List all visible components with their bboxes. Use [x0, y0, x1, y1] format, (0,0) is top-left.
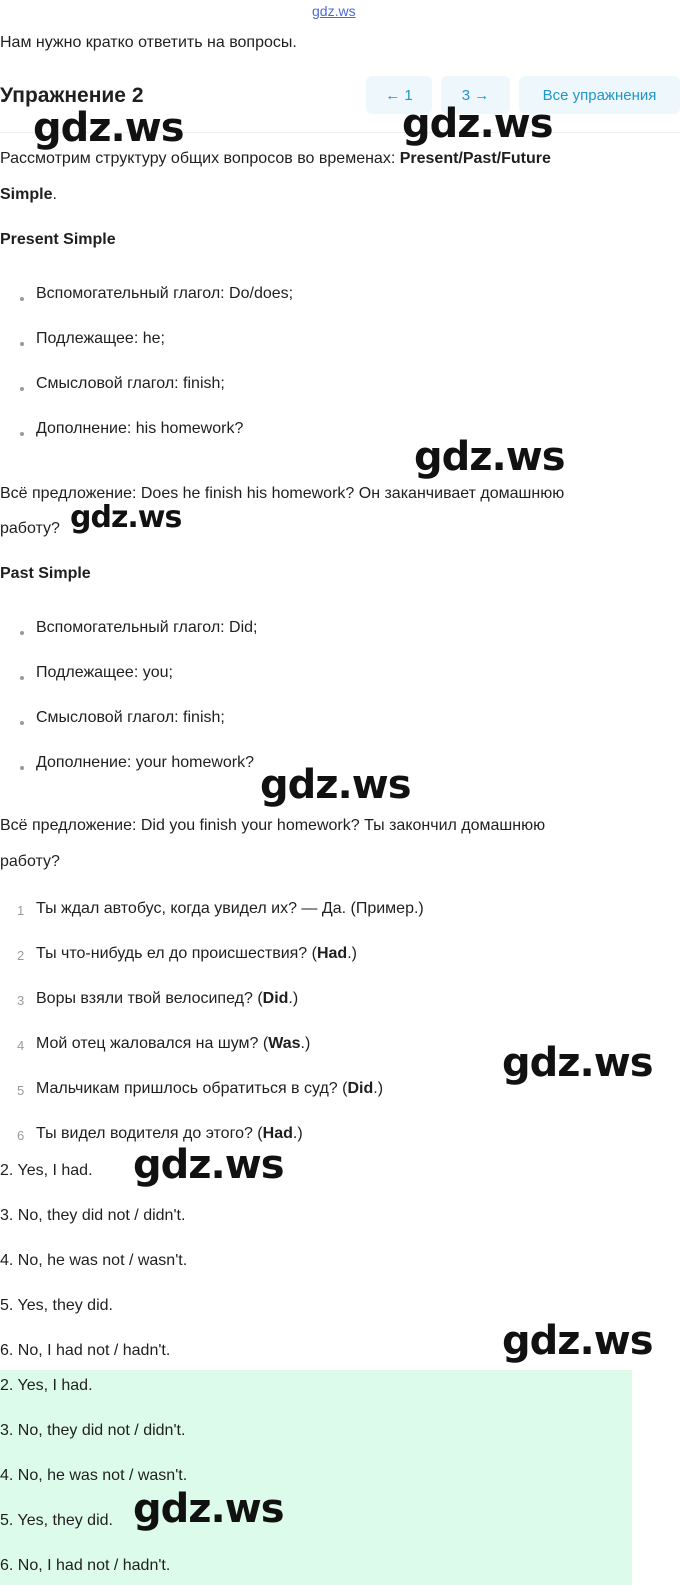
- structure-simple: Simple: [0, 186, 53, 203]
- highlighted-answer-line: 5. Yes, they did.: [0, 1512, 113, 1529]
- past-sentence-cont: работу?: [0, 853, 60, 870]
- question-item: Мальчикам пришлось обратиться в суд? (Did.): [36, 1080, 384, 1097]
- present-heading: Present Simple: [0, 231, 116, 248]
- present-item: Вспомогательный глагол: Do/does;: [36, 285, 294, 302]
- highlighted-answer-line: 2. Yes, I had.: [0, 1377, 93, 1394]
- question-number: 1: [17, 903, 25, 918]
- question-item: Ты ждал автобус, когда увидел их? — Да. (Пример.): [36, 900, 424, 917]
- watermark: gdz.ws: [402, 101, 553, 147]
- watermark: gdz.ws: [33, 105, 184, 151]
- structure-tenses: Present/Past/Future: [399, 150, 551, 167]
- watermark: gdz.ws: [414, 434, 565, 480]
- answer-line: 6. No, I had not / hadn't.: [0, 1342, 171, 1359]
- question-number: 5: [17, 1083, 25, 1098]
- intro-text: Нам нужно кратко ответить на вопросы.: [0, 34, 297, 51]
- past-item: Дополнение: your homework?: [36, 754, 255, 771]
- watermark: gdz.ws: [133, 1486, 284, 1532]
- question-number: 3: [17, 993, 25, 1008]
- bullet-dot: [20, 342, 24, 346]
- watermark: gdz.ws: [260, 762, 411, 808]
- answer-line: 4. No, he was not / wasn't.: [0, 1252, 188, 1269]
- prev-exercise-button[interactable]: ← 1: [366, 76, 432, 114]
- structure-intro-cont: [0, 186, 57, 204]
- structure-tail: .: [52, 186, 57, 203]
- structure-intro-text: Рассмотрим структуру общих вопросов во временах:: [0, 150, 400, 167]
- watermark: gdz.ws: [502, 1318, 653, 1364]
- present-sentence-cont: работу?: [0, 520, 60, 537]
- watermark: gdz.ws: [133, 1142, 284, 1188]
- present-item: Дополнение: his homework?: [36, 420, 244, 437]
- present-sentence: Всё предложение: Does he finish his homework? Он заканчивает домашнюю: [0, 485, 565, 502]
- question-item: Воры взяли твой велосипед? (Did.): [36, 990, 299, 1007]
- highlighted-answer-line: 6. No, I had not / hadn't.: [0, 1557, 171, 1574]
- next-exercise-button[interactable]: 3 →: [441, 76, 510, 114]
- highlighted-answer-line: 4. No, he was not / wasn't.: [0, 1467, 188, 1484]
- bullet-dot: [20, 721, 24, 725]
- question-number: 4: [17, 1038, 25, 1053]
- bullet-dot: [20, 387, 24, 391]
- past-sentence: Всё предложение: Did you finish your homework? Ты закончил домашнюю: [0, 817, 546, 834]
- all-exercises-button[interactable]: Все упражнения: [519, 76, 680, 114]
- question-item: Мой отец жаловался на шум? (Was.): [36, 1035, 311, 1052]
- question-number: 6: [17, 1128, 25, 1143]
- past-item: Вспомогательный глагол: Did;: [36, 619, 258, 636]
- bullet-dot: [20, 432, 24, 436]
- bullet-dot: [20, 297, 24, 301]
- present-item: Подлежащее: he;: [36, 330, 165, 347]
- past-heading: Past Simple: [0, 565, 91, 582]
- question-item: Ты что-нибудь ел до происшествия? (Had.): [36, 945, 357, 962]
- answer-line: 3. No, they did not / didn't.: [0, 1207, 186, 1224]
- watermark: gdz.ws: [502, 1040, 653, 1086]
- site-link[interactable]: gdz.ws: [312, 3, 356, 19]
- highlighted-answer-line: 3. No, they did not / didn't.: [0, 1422, 186, 1439]
- watermark: gdz.ws: [70, 500, 182, 535]
- structure-intro: [0, 150, 551, 168]
- answer-line: 2. Yes, I had.: [0, 1162, 93, 1179]
- bullet-dot: [20, 766, 24, 770]
- exercise-title: Упражнение 2: [0, 84, 144, 107]
- past-item: Смысловой глагол: finish;: [36, 709, 225, 726]
- bullet-dot: [20, 631, 24, 635]
- past-item: Подлежащее: you;: [36, 664, 173, 681]
- question-item: Ты видел водителя до этого? (Had.): [36, 1125, 303, 1142]
- present-item: Смысловой глагол: finish;: [36, 375, 225, 392]
- answer-line: 5. Yes, they did.: [0, 1297, 113, 1314]
- question-number: 2: [17, 948, 25, 963]
- bullet-dot: [20, 676, 24, 680]
